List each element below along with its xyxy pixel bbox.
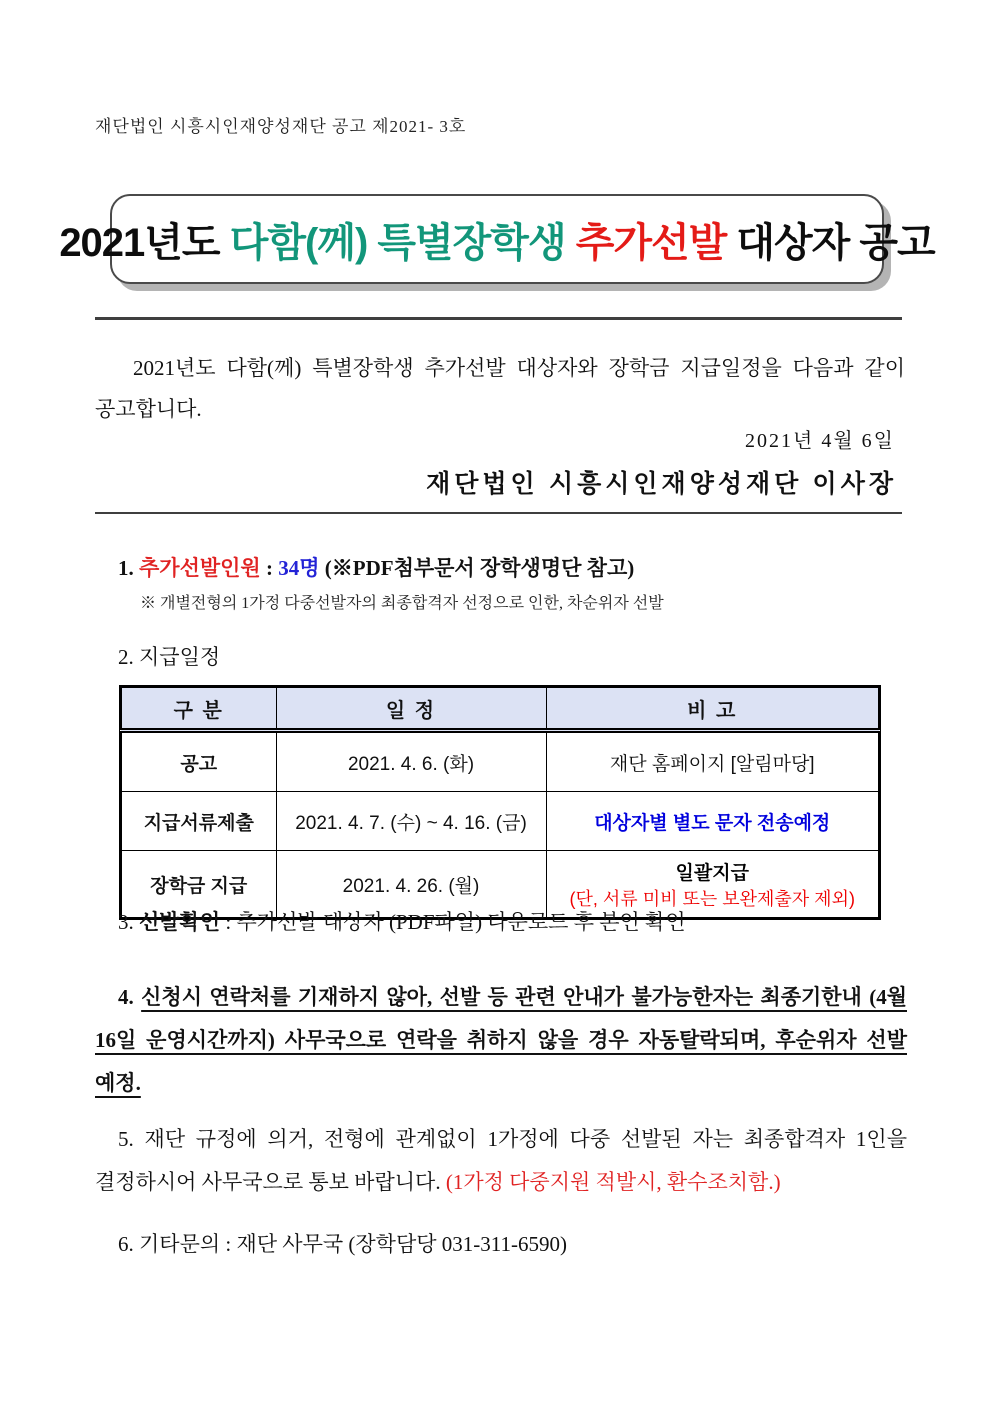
column-header-schedule: 일 정 xyxy=(276,687,546,731)
title-segment-year: 2021년도 xyxy=(59,220,230,265)
row-announcement-note: 재단 홈페이지 [알림마당] xyxy=(546,731,879,792)
row-payment-label: 장학금 지급 xyxy=(121,851,276,919)
table-row xyxy=(121,792,879,851)
column-header-note: 비 고 xyxy=(546,687,879,731)
section-1-rest: (※PDF첨부문서 장학생명단 참고) xyxy=(319,556,635,580)
section-2-title: 지급일정 xyxy=(139,645,221,669)
section-3-rest: : 추가선발 대상자 (PDF파일) 다운로드 후 본인 확인 xyxy=(220,910,686,934)
section-1-title: 추가선발인원 xyxy=(139,556,261,580)
section-1-footnote: ※ 개별전형의 1가정 다중선발자의 최종합격자 선정으로 인한, 차순위자 선발 xyxy=(140,595,664,612)
title-banner xyxy=(59,194,935,284)
section-4-number: 4. xyxy=(118,985,134,1009)
divider-signature xyxy=(95,512,902,514)
row-announcement-label: 공고 xyxy=(121,731,276,792)
section-4-contact-warning xyxy=(95,976,907,1105)
section-6-number: 6. xyxy=(118,1232,134,1256)
table-row xyxy=(121,731,879,792)
title-segment-target: 대상자 공고 xyxy=(726,220,935,265)
section-2-number: 2. xyxy=(118,645,134,669)
section-3-selection-check xyxy=(95,906,930,936)
row-payment-schedule: 2021. 4. 26. (월) xyxy=(276,851,546,919)
announcement-date: 2021년 4월 6일 xyxy=(745,430,895,452)
intro-paragraph: 2021년도 다함(께) 특별장학생 추가선발 대상자와 장학금 지급일정을 다음과 같이 공고합니다. xyxy=(95,356,905,421)
section-6-text: 기타문의 : 재단 사무국 (장학담당 031-311-6590) xyxy=(139,1232,567,1256)
title-segment-daham: 다함(께) xyxy=(229,220,368,265)
row-documents-label: 지급서류제출 xyxy=(121,792,276,851)
payment-schedule-table xyxy=(120,686,880,919)
row-payment-note-exception: (단, 서류 미비 또는 보완제출자 제외) xyxy=(569,888,855,909)
section-1-number: 1. xyxy=(118,556,134,580)
row-payment-note-main: 일괄지급 xyxy=(675,862,749,884)
section-2-payment-schedule xyxy=(95,641,930,671)
table-header-row xyxy=(121,687,879,731)
section-6-contact-info xyxy=(95,1228,930,1258)
row-documents-note: 대상자별 별도 문자 전송예정 xyxy=(546,792,879,851)
divider-top xyxy=(95,317,902,320)
section-3-number: 3. xyxy=(118,910,134,934)
column-header-category: 구 분 xyxy=(121,687,276,731)
section-5-number: 5. xyxy=(118,1127,134,1151)
section-1-colon: : xyxy=(260,556,279,580)
section-5-red-note: (1가정 다중지원 적발시, 환수조치함.) xyxy=(445,1170,781,1194)
row-documents-schedule: 2021. 4. 7. (수) ~ 4. 16. (금) xyxy=(276,792,546,851)
title-segment-special: 특별장학생 xyxy=(367,220,576,265)
section-5-multiple-selection-rule xyxy=(95,1118,907,1204)
page-title xyxy=(59,211,934,268)
section-1-selection-count xyxy=(95,552,930,582)
signer-title: 재단법인 시흥시인재양성재단 이사장 xyxy=(426,471,897,498)
section-5-text: 재단 규정에 의거, 전형에 관계없이 1가정에 다중 선발된 자는 최종합격자 1인을 결정하시어 사무국으로 통보 바랍니다. xyxy=(95,1127,907,1194)
section-4-text: 신청시 연락처를 기재하지 않아, 선발 등 관련 안내가 불가능한자는 최종기한내 (4월 16일 운영시간까지) 사무국으로 연락을 취하지 않을 경우 자동탈락되며, 후순위자 선발 예정. xyxy=(95,985,907,1095)
row-announcement-schedule: 2021. 4. 6. (화) xyxy=(276,731,546,792)
section-3-title: 선발확인 xyxy=(139,910,221,934)
section-1-count: 34명 xyxy=(278,556,320,580)
doc-number-line: 재단법인 시흥시인재양성재단 공고 제2021- 3호 xyxy=(95,117,467,136)
title-segment-additional: 추가선발 xyxy=(575,220,727,265)
